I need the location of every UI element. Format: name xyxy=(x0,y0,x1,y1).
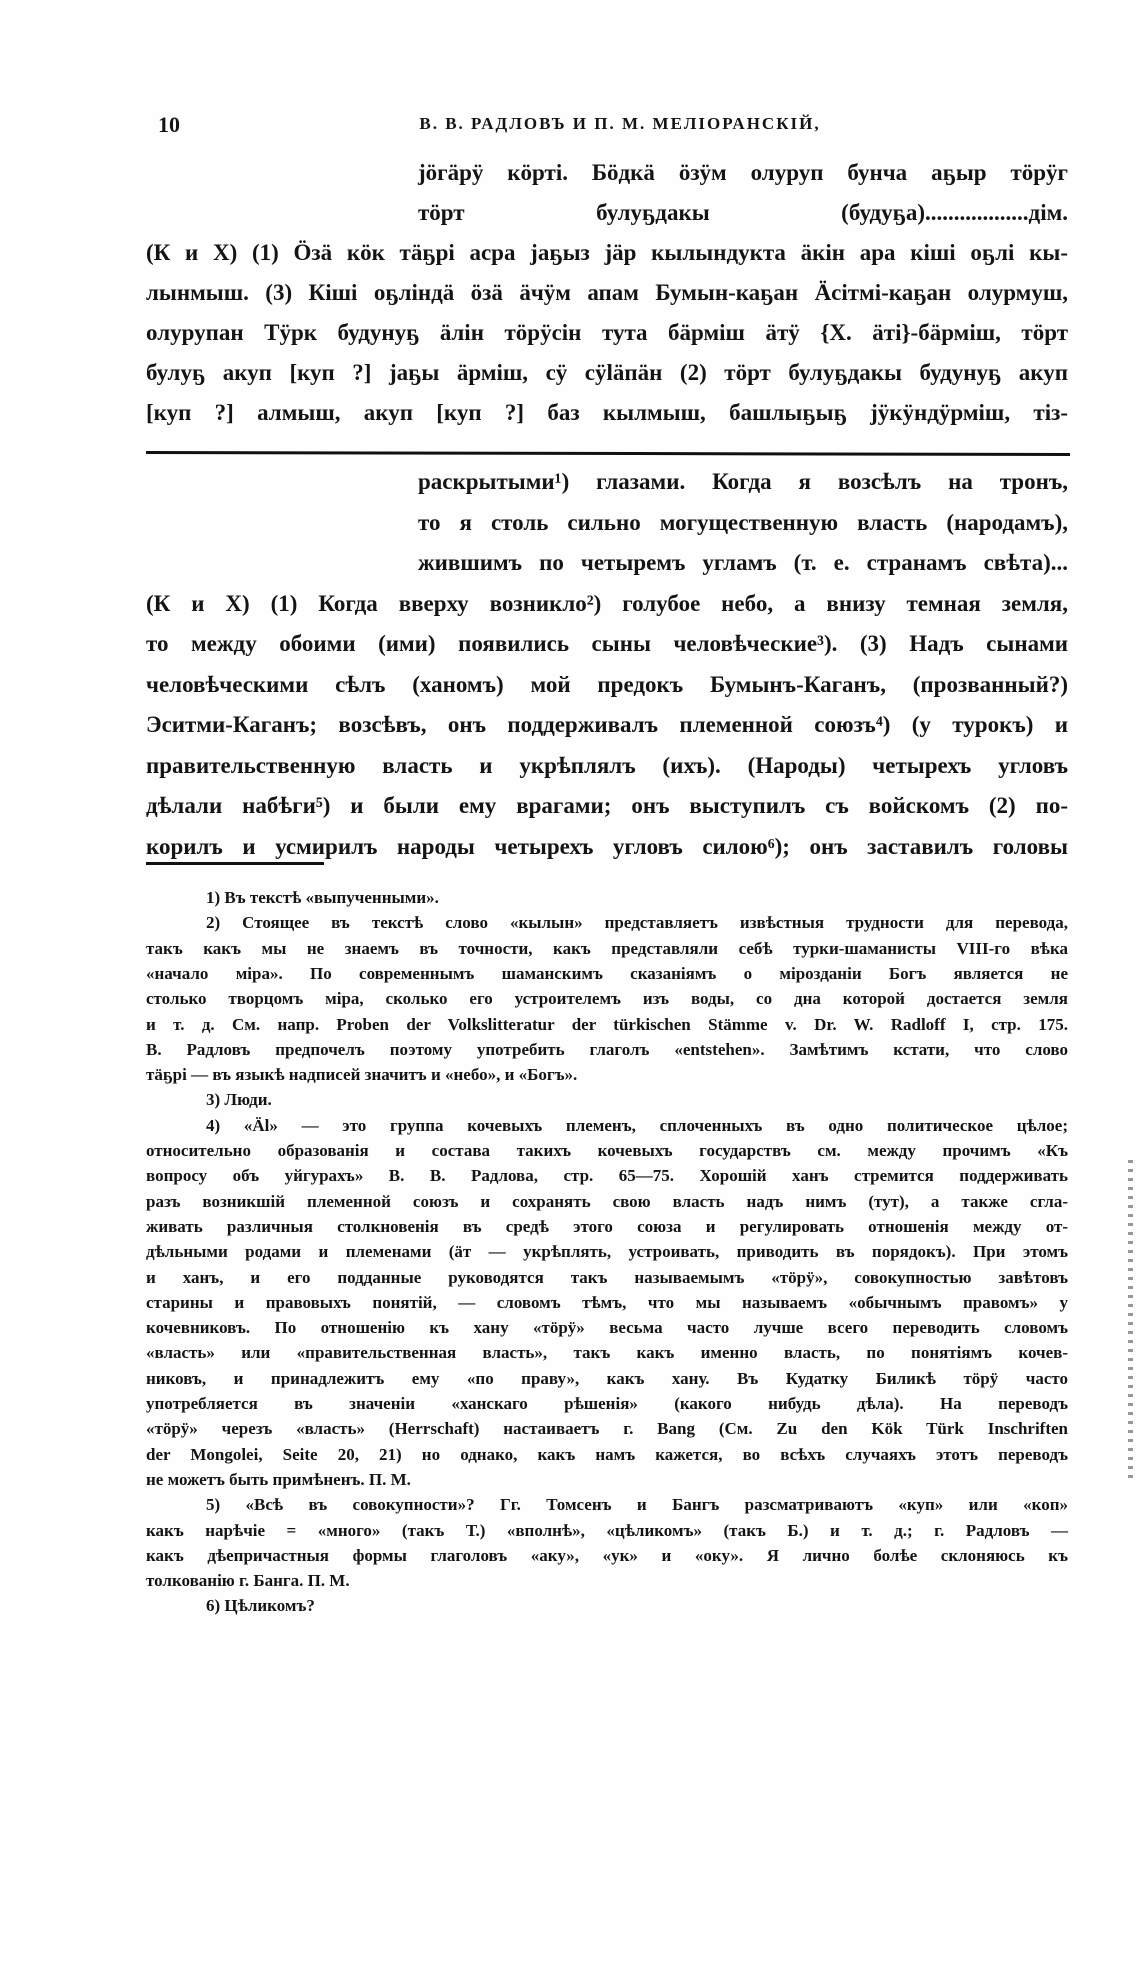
footnote-5-line: какъ нарѣчіе = «много» (такъ Т.) «вполнѣ», «цѣликомъ» (такъ Б.) и т. д.; г. Радловъ — xyxy=(146,1520,1068,1540)
footnote-4-line: никовъ, и принадлежитъ ему «по праву», какъ хану. Въ Кудатку Биликѣ тöрÿ часто xyxy=(146,1368,1068,1388)
turkic-line: булуҕ акуп [куп ?] jаҕы äрміш, сÿ сÿläпäн (2) тöрт булуҕдакы будунуҕ акуп xyxy=(146,360,1068,385)
turkic-line: лынмыш. (3) Кіші оҕліндä öзä äчÿм апам Бумын-каҕан Äсітмі-каҕан олурмуш, xyxy=(146,280,1068,305)
footnote-5-line: толкованію г. Банга. П. М. xyxy=(146,1571,350,1591)
russian-line: жившимъ по четыремъ угламъ (т. е. странамъ свѣта)... xyxy=(418,550,1068,575)
footnote-4-line: употребляется въ значеніи «ханскаго рѣшенія» (какого нибудь дѣла). На переводъ xyxy=(146,1394,1068,1413)
footnote-2-line: 2) Стоящее въ текстѣ слово «кылын» представляетъ извѣстныя трудности для перевода, xyxy=(206,913,1068,933)
russian-line: (К и Х) (1) Когда вверху возникло²) голубое небо, а внизу темная земля, xyxy=(146,590,1068,616)
turkic-line: олурупан Тÿрк будунуҕ äлін тöрÿсін тута бäрміш äтÿ {X. äті}-бäрміш, тöрт xyxy=(146,320,1068,345)
footnote-4-line: живать различныя столкновенія въ средѣ этого союза и регулировать отношенія между от- xyxy=(146,1216,1068,1236)
footnote-2-line: тäҕрі — въ языкѣ надписей значитъ и «небо», и «Богъ». xyxy=(146,1065,578,1085)
running-title: В. В. РАДЛОВЪ И П. М. МЕЛІОРАНСКІЙ, xyxy=(419,114,821,133)
footnote-3-line: 3) Люди. xyxy=(206,1090,272,1110)
russian-line: раскрытыми¹) глазами. Когда я возсѣлъ на тронъ, xyxy=(418,469,1068,494)
russian-line: человѣческими сѣлъ (ханомъ) мой предокъ Бумынъ-Каганъ, (прозванный?) xyxy=(146,671,1068,697)
turkic-line: [куп ?] алмыш, акуп [куп ?] баз кылмыш, башлыҕыҕ jÿкÿндÿрміш, тіз- xyxy=(146,400,1068,425)
footnote-4-line: старины и правовыхъ понятій, — словомъ тѣмъ, что мы называемъ «обычнымъ правомъ» у xyxy=(146,1292,1068,1312)
footnote-4-line: разъ возникшій племенной союзъ и сохранять свою власть надъ нимъ (тут), а также сгла- xyxy=(146,1191,1068,1211)
russian-line: корилъ и усмирилъ народы четырехъ угловъ силою⁶); онъ заставилъ головы xyxy=(146,833,1068,859)
footnote-6-line: 6) Цѣликомъ? xyxy=(206,1596,315,1616)
footnote-4-line: вопросу объ уйгурахъ» В. В. Радлова, стр. 65—75. Хорошій ханъ стремится поддерживать xyxy=(146,1166,1068,1186)
russian-line: Эситми-Каганъ; возсѣвъ, онъ поддерживалъ племенной союзъ⁴) (у турокъ) и xyxy=(146,712,1068,737)
footnote-4-line: кочевниковъ. По отношенію къ хану «тöрÿ» весьма часто лучше всего переводить словомъ xyxy=(146,1318,1068,1338)
footnote-4-line: der Mongolei, Seite 20, 21) но однако, какъ намъ кажется, во всѣхъ случаяхъ этотъ переводъ xyxy=(146,1444,1068,1464)
footnote-4-line: и ханъ, и его подданные руководятся такъ называемымъ «тöрÿ», совокупностью завѣтовъ xyxy=(146,1267,1068,1287)
turkic-line: тöрт булуҕдакы (будуҕа)..................дім. xyxy=(418,200,1068,225)
footnote-4-line: не можетъ быть примѣненъ. П. М. xyxy=(146,1469,411,1489)
footnote-2-line: столько творцомъ міра, сколько его устроителемъ изъ воды, со дна которой достается земля xyxy=(146,989,1068,1009)
section-divider-rule xyxy=(146,451,1070,456)
footnote-4-line: относительно образованія и состава такихъ кочевыхъ государствъ см. между прочимъ «Къ xyxy=(146,1141,1068,1160)
russian-line: то между обоими (ими) появились сыны человѣческие³). (3) Надъ сынами xyxy=(146,631,1068,656)
footnote-5-line: какъ дѣепричастныя формы глаголовъ «аку», «ук» и «оку». Я лично болѣе склоняюсь къ xyxy=(146,1545,1068,1565)
turkic-line: (К и Х) (1) Öзä кöк тäҕрі асра jаҕыз jäр кылындукта äкін ара кіші оҕлі кы- xyxy=(146,240,1068,265)
footnote-5-line: 5) «Всѣ въ совокупности»? Гг. Томсенъ и Бангъ разсматриваютъ «куп» или «коп» xyxy=(206,1495,1068,1515)
footnote-1-line: 1) Въ текстѣ «выпученными». xyxy=(206,888,439,907)
page-number: 10 xyxy=(158,112,180,137)
russian-line: то я столь сильно могущественную власть (народамъ), xyxy=(418,509,1068,535)
footnote-4-line: «власть» или «правительственная власть», такъ какъ именно власть, по понятіямъ кочев- xyxy=(146,1343,1068,1363)
footnote-4-line: дѣльными родами и племенами (äт — укрѣплять, устроивать, приводить въ порядокъ). При этомъ xyxy=(146,1242,1068,1262)
footnote-4-line: 4) «Äl» — это группа кочевыхъ племенъ, сплоченныхъ въ одно политическое цѣлое; xyxy=(206,1115,1068,1135)
russian-line: дѣлали набѣги⁵) и были ему врагами; онъ выступилъ съ войскомъ (2) по- xyxy=(146,793,1068,818)
turkic-line: jöгäрÿ кöрті. Бöдкä öзÿм олуруп бунча аҕыр тöрÿг xyxy=(418,160,1068,185)
footnote-separator-rule xyxy=(146,862,324,865)
scan-edge-artifact xyxy=(1128,1160,1133,1480)
russian-line: правительственную власть и укрѣплялъ (ихъ). (Народы) четырехъ угловъ xyxy=(146,752,1068,778)
footnote-2-line: и т. д. См. напр. Proben der Volkslitteratur der türkischen Stämme v. Dr. W. Radloff I, стр. 175. xyxy=(146,1014,1068,1034)
footnote-2-line: В. Радловъ предпочелъ поэтому употребить глаголъ «entstehen». Замѣтимъ кстати, что слово xyxy=(146,1039,1068,1059)
footnote-2-line: «начало міра». По современнымъ шаманскимъ сказаніямъ о мірозданіи Богъ является не xyxy=(146,963,1068,983)
footnote-2-line: такъ какъ мы не знаемъ въ точности, какъ представляли себѣ турки-шаманисты VIII-го вѣка xyxy=(146,938,1068,958)
footnote-4-line: «тöрÿ» черезъ «власть» (Herrschaft) настаиваетъ г. Bang (См. Zu den Kök Türk Inschriften xyxy=(146,1419,1068,1439)
